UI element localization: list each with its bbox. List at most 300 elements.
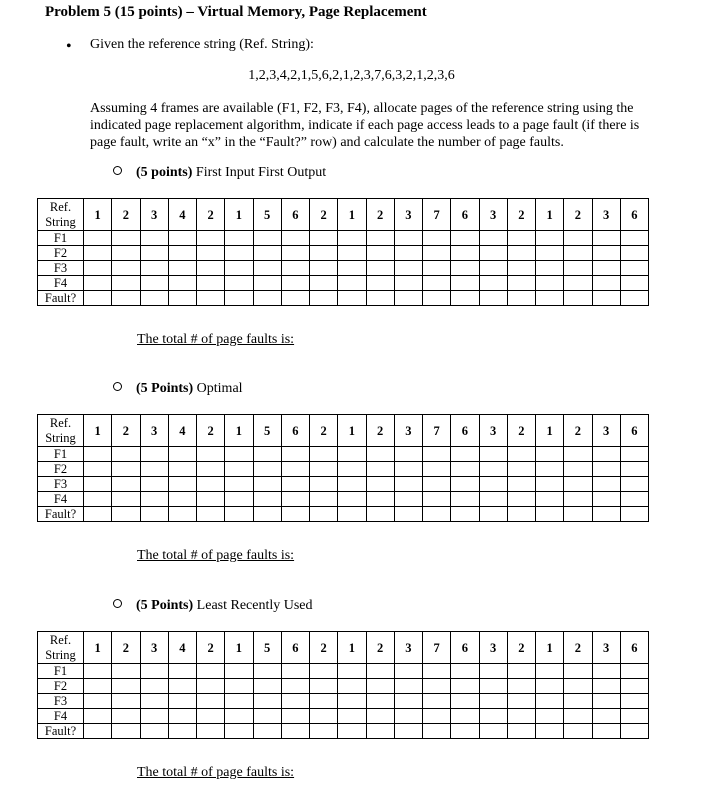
answer-cell[interactable] [394,246,422,261]
answer-cell[interactable] [366,462,394,477]
answer-cell[interactable] [536,462,564,477]
answer-cell[interactable] [394,447,422,462]
answer-cell[interactable] [112,724,140,739]
answer-cell[interactable] [479,276,507,291]
answer-cell[interactable] [536,447,564,462]
answer-cell[interactable] [112,261,140,276]
answer-cell[interactable] [84,724,112,739]
answer-cell[interactable] [536,231,564,246]
answer-cell[interactable] [536,724,564,739]
answer-cell[interactable] [620,246,648,261]
answer-cell[interactable] [479,724,507,739]
answer-cell[interactable] [338,507,366,522]
answer-cell[interactable] [310,694,338,709]
answer-cell[interactable] [168,261,196,276]
answer-cell[interactable] [225,679,253,694]
answer-cell[interactable] [366,694,394,709]
answer-cell[interactable] [84,709,112,724]
answer-cell[interactable] [620,447,648,462]
answer-cell[interactable] [338,694,366,709]
answer-cell[interactable] [281,477,309,492]
answer-cell[interactable] [197,462,225,477]
answer-cell[interactable] [140,231,168,246]
answer-cell[interactable] [423,679,451,694]
answer-cell[interactable] [479,492,507,507]
answer-cell[interactable] [564,246,592,261]
answer-cell[interactable] [197,679,225,694]
answer-cell[interactable] [536,492,564,507]
answer-cell[interactable] [507,492,535,507]
answer-cell[interactable] [197,246,225,261]
answer-cell[interactable] [281,447,309,462]
answer-cell[interactable] [366,709,394,724]
answer-cell[interactable] [112,694,140,709]
answer-cell[interactable] [423,291,451,306]
answer-cell[interactable] [564,231,592,246]
answer-cell[interactable] [592,694,620,709]
answer-cell[interactable] [451,291,479,306]
answer-cell[interactable] [394,507,422,522]
answer-cell[interactable] [451,507,479,522]
answer-cell[interactable] [197,291,225,306]
answer-cell[interactable] [168,291,196,306]
answer-cell[interactable] [620,231,648,246]
answer-cell[interactable] [507,724,535,739]
answer-cell[interactable] [507,462,535,477]
answer-cell[interactable] [423,492,451,507]
answer-cell[interactable] [479,447,507,462]
answer-cell[interactable] [168,694,196,709]
answer-cell[interactable] [84,694,112,709]
answer-cell[interactable] [84,261,112,276]
answer-cell[interactable] [338,261,366,276]
answer-cell[interactable] [564,724,592,739]
answer-cell[interactable] [84,679,112,694]
answer-cell[interactable] [536,477,564,492]
answer-cell[interactable] [592,507,620,522]
answer-cell[interactable] [592,276,620,291]
answer-cell[interactable] [140,477,168,492]
answer-cell[interactable] [620,477,648,492]
answer-cell[interactable] [620,709,648,724]
answer-cell[interactable] [536,291,564,306]
answer-cell[interactable] [310,231,338,246]
answer-cell[interactable] [394,291,422,306]
answer-cell[interactable] [168,477,196,492]
answer-cell[interactable] [338,709,366,724]
answer-cell[interactable] [225,276,253,291]
answer-cell[interactable] [338,462,366,477]
answer-cell[interactable] [394,231,422,246]
answer-cell[interactable] [225,507,253,522]
answer-cell[interactable] [423,477,451,492]
answer-cell[interactable] [310,477,338,492]
answer-cell[interactable] [451,477,479,492]
answer-cell[interactable] [225,664,253,679]
answer-cell[interactable] [479,246,507,261]
answer-cell[interactable] [479,462,507,477]
answer-cell[interactable] [479,477,507,492]
answer-cell[interactable] [394,724,422,739]
answer-cell[interactable] [112,462,140,477]
answer-cell[interactable] [225,447,253,462]
answer-cell[interactable] [479,291,507,306]
answer-cell[interactable] [338,447,366,462]
answer-cell[interactable] [197,724,225,739]
answer-cell[interactable] [338,477,366,492]
answer-cell[interactable] [507,276,535,291]
answer-cell[interactable] [338,492,366,507]
answer-cell[interactable] [84,291,112,306]
answer-cell[interactable] [507,507,535,522]
answer-cell[interactable] [394,664,422,679]
answer-cell[interactable] [592,709,620,724]
answer-cell[interactable] [564,447,592,462]
answer-cell[interactable] [394,261,422,276]
answer-cell[interactable] [281,724,309,739]
answer-cell[interactable] [84,477,112,492]
answer-cell[interactable] [451,492,479,507]
answer-cell[interactable] [451,447,479,462]
answer-cell[interactable] [423,231,451,246]
answer-cell[interactable] [423,246,451,261]
answer-cell[interactable] [507,261,535,276]
answer-cell[interactable] [394,462,422,477]
answer-cell[interactable] [281,694,309,709]
answer-cell[interactable] [310,679,338,694]
answer-cell[interactable] [310,246,338,261]
answer-cell[interactable] [281,261,309,276]
answer-cell[interactable] [310,291,338,306]
answer-cell[interactable] [620,694,648,709]
answer-cell[interactable] [338,291,366,306]
answer-cell[interactable] [536,246,564,261]
answer-cell[interactable] [168,447,196,462]
answer-cell[interactable] [507,447,535,462]
answer-cell[interactable] [84,507,112,522]
answer-cell[interactable] [394,694,422,709]
answer-cell[interactable] [197,231,225,246]
answer-cell[interactable] [281,276,309,291]
answer-cell[interactable] [253,477,281,492]
answer-cell[interactable] [225,709,253,724]
answer-cell[interactable] [592,492,620,507]
answer-cell[interactable] [423,447,451,462]
answer-cell[interactable] [536,709,564,724]
answer-cell[interactable] [592,724,620,739]
answer-cell[interactable] [84,664,112,679]
answer-cell[interactable] [592,261,620,276]
answer-cell[interactable] [564,477,592,492]
answer-cell[interactable] [564,507,592,522]
answer-cell[interactable] [507,246,535,261]
answer-cell[interactable] [338,231,366,246]
answer-cell[interactable] [168,709,196,724]
answer-cell[interactable] [451,276,479,291]
answer-cell[interactable] [168,462,196,477]
answer-cell[interactable] [197,492,225,507]
answer-cell[interactable] [225,231,253,246]
answer-cell[interactable] [168,246,196,261]
answer-cell[interactable] [168,276,196,291]
answer-cell[interactable] [507,664,535,679]
answer-cell[interactable] [140,492,168,507]
answer-cell[interactable] [253,246,281,261]
answer-cell[interactable] [366,724,394,739]
answer-cell[interactable] [281,507,309,522]
answer-cell[interactable] [338,679,366,694]
answer-cell[interactable] [451,246,479,261]
answer-cell[interactable] [140,694,168,709]
answer-cell[interactable] [451,679,479,694]
answer-cell[interactable] [253,276,281,291]
answer-cell[interactable] [281,709,309,724]
answer-cell[interactable] [564,679,592,694]
answer-cell[interactable] [394,679,422,694]
answer-cell[interactable] [620,462,648,477]
answer-cell[interactable] [536,276,564,291]
answer-cell[interactable] [394,492,422,507]
answer-cell[interactable] [225,462,253,477]
answer-cell[interactable] [394,709,422,724]
answer-cell[interactable] [140,507,168,522]
answer-cell[interactable] [225,261,253,276]
answer-cell[interactable] [338,246,366,261]
answer-cell[interactable] [112,709,140,724]
answer-cell[interactable] [281,231,309,246]
answer-cell[interactable] [366,477,394,492]
answer-cell[interactable] [507,291,535,306]
answer-cell[interactable] [140,261,168,276]
answer-cell[interactable] [168,507,196,522]
answer-cell[interactable] [197,664,225,679]
answer-cell[interactable] [338,724,366,739]
answer-cell[interactable] [197,709,225,724]
answer-cell[interactable] [592,664,620,679]
answer-cell[interactable] [366,276,394,291]
answer-cell[interactable] [310,492,338,507]
answer-cell[interactable] [140,447,168,462]
answer-cell[interactable] [338,276,366,291]
answer-cell[interactable] [197,276,225,291]
answer-cell[interactable] [112,507,140,522]
answer-cell[interactable] [564,492,592,507]
answer-cell[interactable] [507,477,535,492]
answer-cell[interactable] [423,664,451,679]
answer-cell[interactable] [423,709,451,724]
answer-cell[interactable] [140,709,168,724]
answer-cell[interactable] [536,664,564,679]
answer-cell[interactable] [112,664,140,679]
answer-cell[interactable] [423,694,451,709]
answer-cell[interactable] [366,447,394,462]
answer-cell[interactable] [479,679,507,694]
answer-cell[interactable] [620,291,648,306]
answer-cell[interactable] [112,492,140,507]
answer-cell[interactable] [253,724,281,739]
answer-cell[interactable] [225,724,253,739]
answer-cell[interactable] [592,477,620,492]
answer-cell[interactable] [620,679,648,694]
answer-cell[interactable] [281,462,309,477]
answer-cell[interactable] [310,261,338,276]
answer-cell[interactable] [84,246,112,261]
answer-cell[interactable] [253,492,281,507]
answer-cell[interactable] [479,709,507,724]
answer-cell[interactable] [507,709,535,724]
answer-cell[interactable] [592,447,620,462]
answer-cell[interactable] [366,679,394,694]
answer-cell[interactable] [281,291,309,306]
answer-cell[interactable] [140,246,168,261]
answer-cell[interactable] [564,694,592,709]
answer-cell[interactable] [394,276,422,291]
answer-cell[interactable] [451,694,479,709]
answer-cell[interactable] [366,291,394,306]
answer-cell[interactable] [253,447,281,462]
answer-cell[interactable] [197,261,225,276]
answer-cell[interactable] [140,679,168,694]
answer-cell[interactable] [592,462,620,477]
answer-cell[interactable] [451,664,479,679]
answer-cell[interactable] [620,507,648,522]
answer-cell[interactable] [423,261,451,276]
answer-cell[interactable] [140,724,168,739]
answer-cell[interactable] [281,246,309,261]
answer-cell[interactable] [394,477,422,492]
answer-cell[interactable] [451,724,479,739]
answer-cell[interactable] [310,507,338,522]
answer-cell[interactable] [253,231,281,246]
answer-cell[interactable] [366,246,394,261]
answer-cell[interactable] [479,231,507,246]
answer-cell[interactable] [281,664,309,679]
answer-cell[interactable] [620,276,648,291]
answer-cell[interactable] [536,507,564,522]
answer-cell[interactable] [620,724,648,739]
answer-cell[interactable] [338,664,366,679]
answer-cell[interactable] [479,694,507,709]
answer-cell[interactable] [592,291,620,306]
answer-cell[interactable] [423,462,451,477]
answer-cell[interactable] [564,462,592,477]
answer-cell[interactable] [253,664,281,679]
answer-cell[interactable] [592,246,620,261]
answer-cell[interactable] [84,462,112,477]
answer-cell[interactable] [620,664,648,679]
answer-cell[interactable] [225,246,253,261]
answer-cell[interactable] [423,507,451,522]
answer-cell[interactable] [112,679,140,694]
answer-cell[interactable] [423,724,451,739]
answer-cell[interactable] [620,492,648,507]
answer-cell[interactable] [310,724,338,739]
answer-cell[interactable] [197,477,225,492]
answer-cell[interactable] [253,709,281,724]
answer-cell[interactable] [310,664,338,679]
answer-cell[interactable] [112,291,140,306]
answer-cell[interactable] [140,276,168,291]
answer-cell[interactable] [253,291,281,306]
answer-cell[interactable] [168,724,196,739]
answer-cell[interactable] [112,477,140,492]
answer-cell[interactable] [225,477,253,492]
answer-cell[interactable] [225,492,253,507]
answer-cell[interactable] [366,507,394,522]
answer-cell[interactable] [536,694,564,709]
answer-cell[interactable] [366,664,394,679]
answer-cell[interactable] [140,664,168,679]
answer-cell[interactable] [592,679,620,694]
answer-cell[interactable] [84,276,112,291]
answer-cell[interactable] [281,679,309,694]
answer-cell[interactable] [253,679,281,694]
answer-cell[interactable] [84,492,112,507]
answer-cell[interactable] [564,261,592,276]
answer-cell[interactable] [168,492,196,507]
answer-cell[interactable] [564,276,592,291]
answer-cell[interactable] [310,462,338,477]
answer-cell[interactable] [168,231,196,246]
answer-cell[interactable] [310,276,338,291]
answer-cell[interactable] [536,261,564,276]
answer-cell[interactable] [197,694,225,709]
answer-cell[interactable] [84,447,112,462]
answer-cell[interactable] [168,679,196,694]
answer-cell[interactable] [451,462,479,477]
answer-cell[interactable] [112,276,140,291]
answer-cell[interactable] [564,664,592,679]
answer-cell[interactable] [225,291,253,306]
answer-cell[interactable] [451,231,479,246]
answer-cell[interactable] [197,507,225,522]
answer-cell[interactable] [479,261,507,276]
answer-cell[interactable] [423,276,451,291]
answer-cell[interactable] [281,492,309,507]
answer-cell[interactable] [451,261,479,276]
answer-cell[interactable] [253,462,281,477]
answer-cell[interactable] [564,709,592,724]
answer-cell[interactable] [507,679,535,694]
answer-cell[interactable] [253,694,281,709]
answer-cell[interactable] [197,447,225,462]
answer-cell[interactable] [225,694,253,709]
answer-cell[interactable] [592,231,620,246]
answer-cell[interactable] [451,709,479,724]
answer-cell[interactable] [253,261,281,276]
answer-cell[interactable] [366,261,394,276]
answer-cell[interactable] [366,231,394,246]
answer-cell[interactable] [310,709,338,724]
answer-cell[interactable] [507,231,535,246]
answer-cell[interactable] [507,694,535,709]
answer-cell[interactable] [112,246,140,261]
answer-cell[interactable] [140,291,168,306]
answer-cell[interactable] [310,447,338,462]
answer-cell[interactable] [536,679,564,694]
answer-cell[interactable] [140,462,168,477]
answer-cell[interactable] [564,291,592,306]
answer-cell[interactable] [479,507,507,522]
answer-cell[interactable] [112,447,140,462]
answer-cell[interactable] [84,231,112,246]
answer-cell[interactable] [366,492,394,507]
answer-cell[interactable] [112,231,140,246]
answer-cell[interactable] [620,261,648,276]
answer-cell[interactable] [168,664,196,679]
answer-cell[interactable] [479,664,507,679]
answer-cell[interactable] [253,507,281,522]
